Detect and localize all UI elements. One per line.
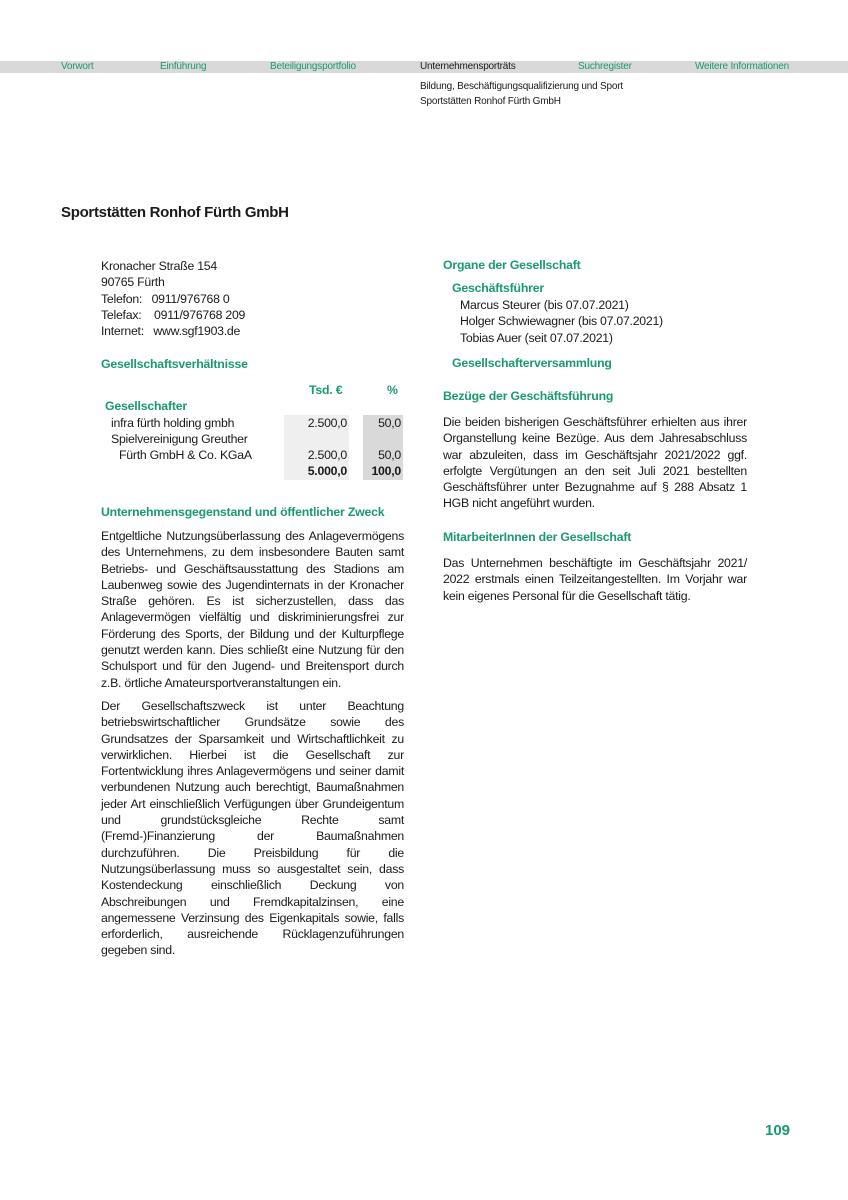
nav-suchregister[interactable]: Suchregister: [578, 61, 632, 72]
nav-vorwort[interactable]: Vorwort: [61, 61, 94, 72]
zweck-paragraph-1: Entgeltliche Nutzungsüberlassung des Anlagevermögens des Unternehmens, zu dem insbesondere Bauten samt Betriebs- und Geschäftsausstattung des Stadions am Laubenweg sowie des Jugendinternats in der Kronacher Straße gehören. Es ist sicherzustellen, dass das Anlagevermögen vielfältig und diskriminierungsfrei zur Förderung des Sports, der Bildung und der Kulturpflege genutzt werden kann. Dies schließt eine Nutzung für den Schulsport und für den Jugend- und Breitensport durch z.B. örtliche Amateursportveranstaltungen ein.: [101, 529, 404, 690]
shareholder-name: Spielvereinigung Greuther: [111, 431, 248, 446]
total-pct: 100,0: [363, 463, 403, 479]
section-nav: [0, 61, 848, 73]
page-title: Sportstätten Ronhof Fürth GmbH: [61, 204, 289, 221]
gf-list: [460, 297, 663, 346]
breadcrumb-company: Sportstätten Ronhof Fürth GmbH: [420, 96, 561, 107]
pct-value: 50,0: [363, 415, 403, 432]
gf-heading: Geschäftsführer: [452, 281, 544, 295]
street: Kronacher Straße 154: [101, 259, 217, 273]
bezuege-heading: Bezüge der Geschäftsführung: [443, 389, 614, 403]
city: 90765 Fürth: [101, 275, 165, 290]
nav-einfuehrung[interactable]: Einführung: [160, 61, 207, 72]
website: Internet: www.sgf1903.de: [101, 324, 241, 339]
tsd-value: 2.500,0: [284, 415, 349, 432]
gf-item: Holger Schwiewagner (bis 07.07.2021): [460, 314, 663, 329]
nav-beteiligungsportfolio[interactable]: Beteiligungsportfolio: [270, 61, 356, 72]
pct-value: 50,0: [363, 447, 403, 464]
table-row-cont: [101, 447, 404, 463]
organe-heading: Organe der Gesellschaft: [443, 258, 581, 272]
fax: Telefax: 0911/976768 209: [101, 307, 246, 322]
gf-item: Tobias Auer (seit 07.07.2021): [460, 330, 613, 345]
bezuege-text: Die beiden bisherigen Geschäftsführer erhielten aus ihrer Organstellung keine Bezüge. Aus dem Jahresabschluss war abzuleiten, dass im Geschäftsjahr 2021/2022 ggf. erfolgte Vergütungen an den seit Juli 2021 bestellten Geschäftsführer unter Bezugnahme auf § 288 Absatz 1 HGB nicht angeführt wurden.: [443, 415, 747, 511]
table-row: [101, 415, 404, 431]
mitarbeiter-heading: MitarbeiterInnen der Gesellschaft: [443, 530, 632, 544]
mitarbeiter-text: Das Unternehmen beschäftigte im Geschäftsjahr 2021/ 2022 erstmals einen Teilzeitangestellten. Im Vorjahr war kein eigenes Personal für die Gesellschaft tätig.: [443, 556, 747, 603]
breadcrumb-category: Bildung, Beschäftigungsqualifizierung und Sport: [420, 81, 623, 92]
gf-item: Marcus Steurer (bis 07.07.2021): [460, 298, 629, 312]
zweck-paragraph-2: Der Gesellschaftszweck ist unter Beachtung betriebswirtschaftlicher Grundsätze sowie des Grundsatzes der Sparsamkeit und Wirtschaftlichkeit zu verwirklichen. Hierbei ist die Gesellschaft zur Fortentwicklung ihres Anlagevermögens und seiner damit verbundenen Nutzung auch berechtigt, Baumaßnahmen jeder Art einschließlich Verfügungen über Grundeigentum und grundstücksgleiche Rechte samt (Fremd-)Finanzierung der Baumaßnahmen durchzuführen. Die Preisbildung für die Nutzungsüberlassung muss so ausgestaltet sein, dass Kostendeckung einschließlich Deckung von Abschreibungen und Fremdkapitalzinsen, eine angemessene Verzinsung des Eigenkapitals sowie, falls erforderlich, ausreichende Rücklagenzuführungen gegeben sind.: [101, 699, 404, 958]
shareholder-name: infra fürth holding gmbh: [111, 415, 235, 430]
table-row: [101, 431, 404, 447]
phone: Telefon: 0911/976768 0: [101, 291, 230, 306]
shareholder-name-cont: Fürth GmbH & Co. KGaA: [119, 448, 252, 463]
gv-assembly-heading: Gesellschafterversammlung: [452, 356, 612, 370]
address-block: [101, 258, 245, 339]
tsd-value: 2.500,0: [284, 447, 349, 464]
gv-heading: Gesellschaftsverhältnisse: [101, 357, 248, 371]
page-number: 109: [765, 1122, 791, 1139]
total-row: [101, 463, 404, 479]
col-pct: %: [387, 383, 398, 397]
zweck-heading: Unternehmensgegenstand und öffentlicher Zweck: [101, 505, 385, 519]
nav-weitere-informationen[interactable]: Weitere Informationen: [695, 61, 789, 72]
col-tsd: Tsd. €: [309, 383, 343, 397]
shareholder-subheading: Gesellschafter: [105, 399, 187, 414]
total-tsd: 5.000,0: [284, 463, 349, 479]
nav-unternehmensportraets[interactable]: Unternehmensporträts: [420, 61, 516, 72]
shareholder-table: [101, 382, 404, 480]
